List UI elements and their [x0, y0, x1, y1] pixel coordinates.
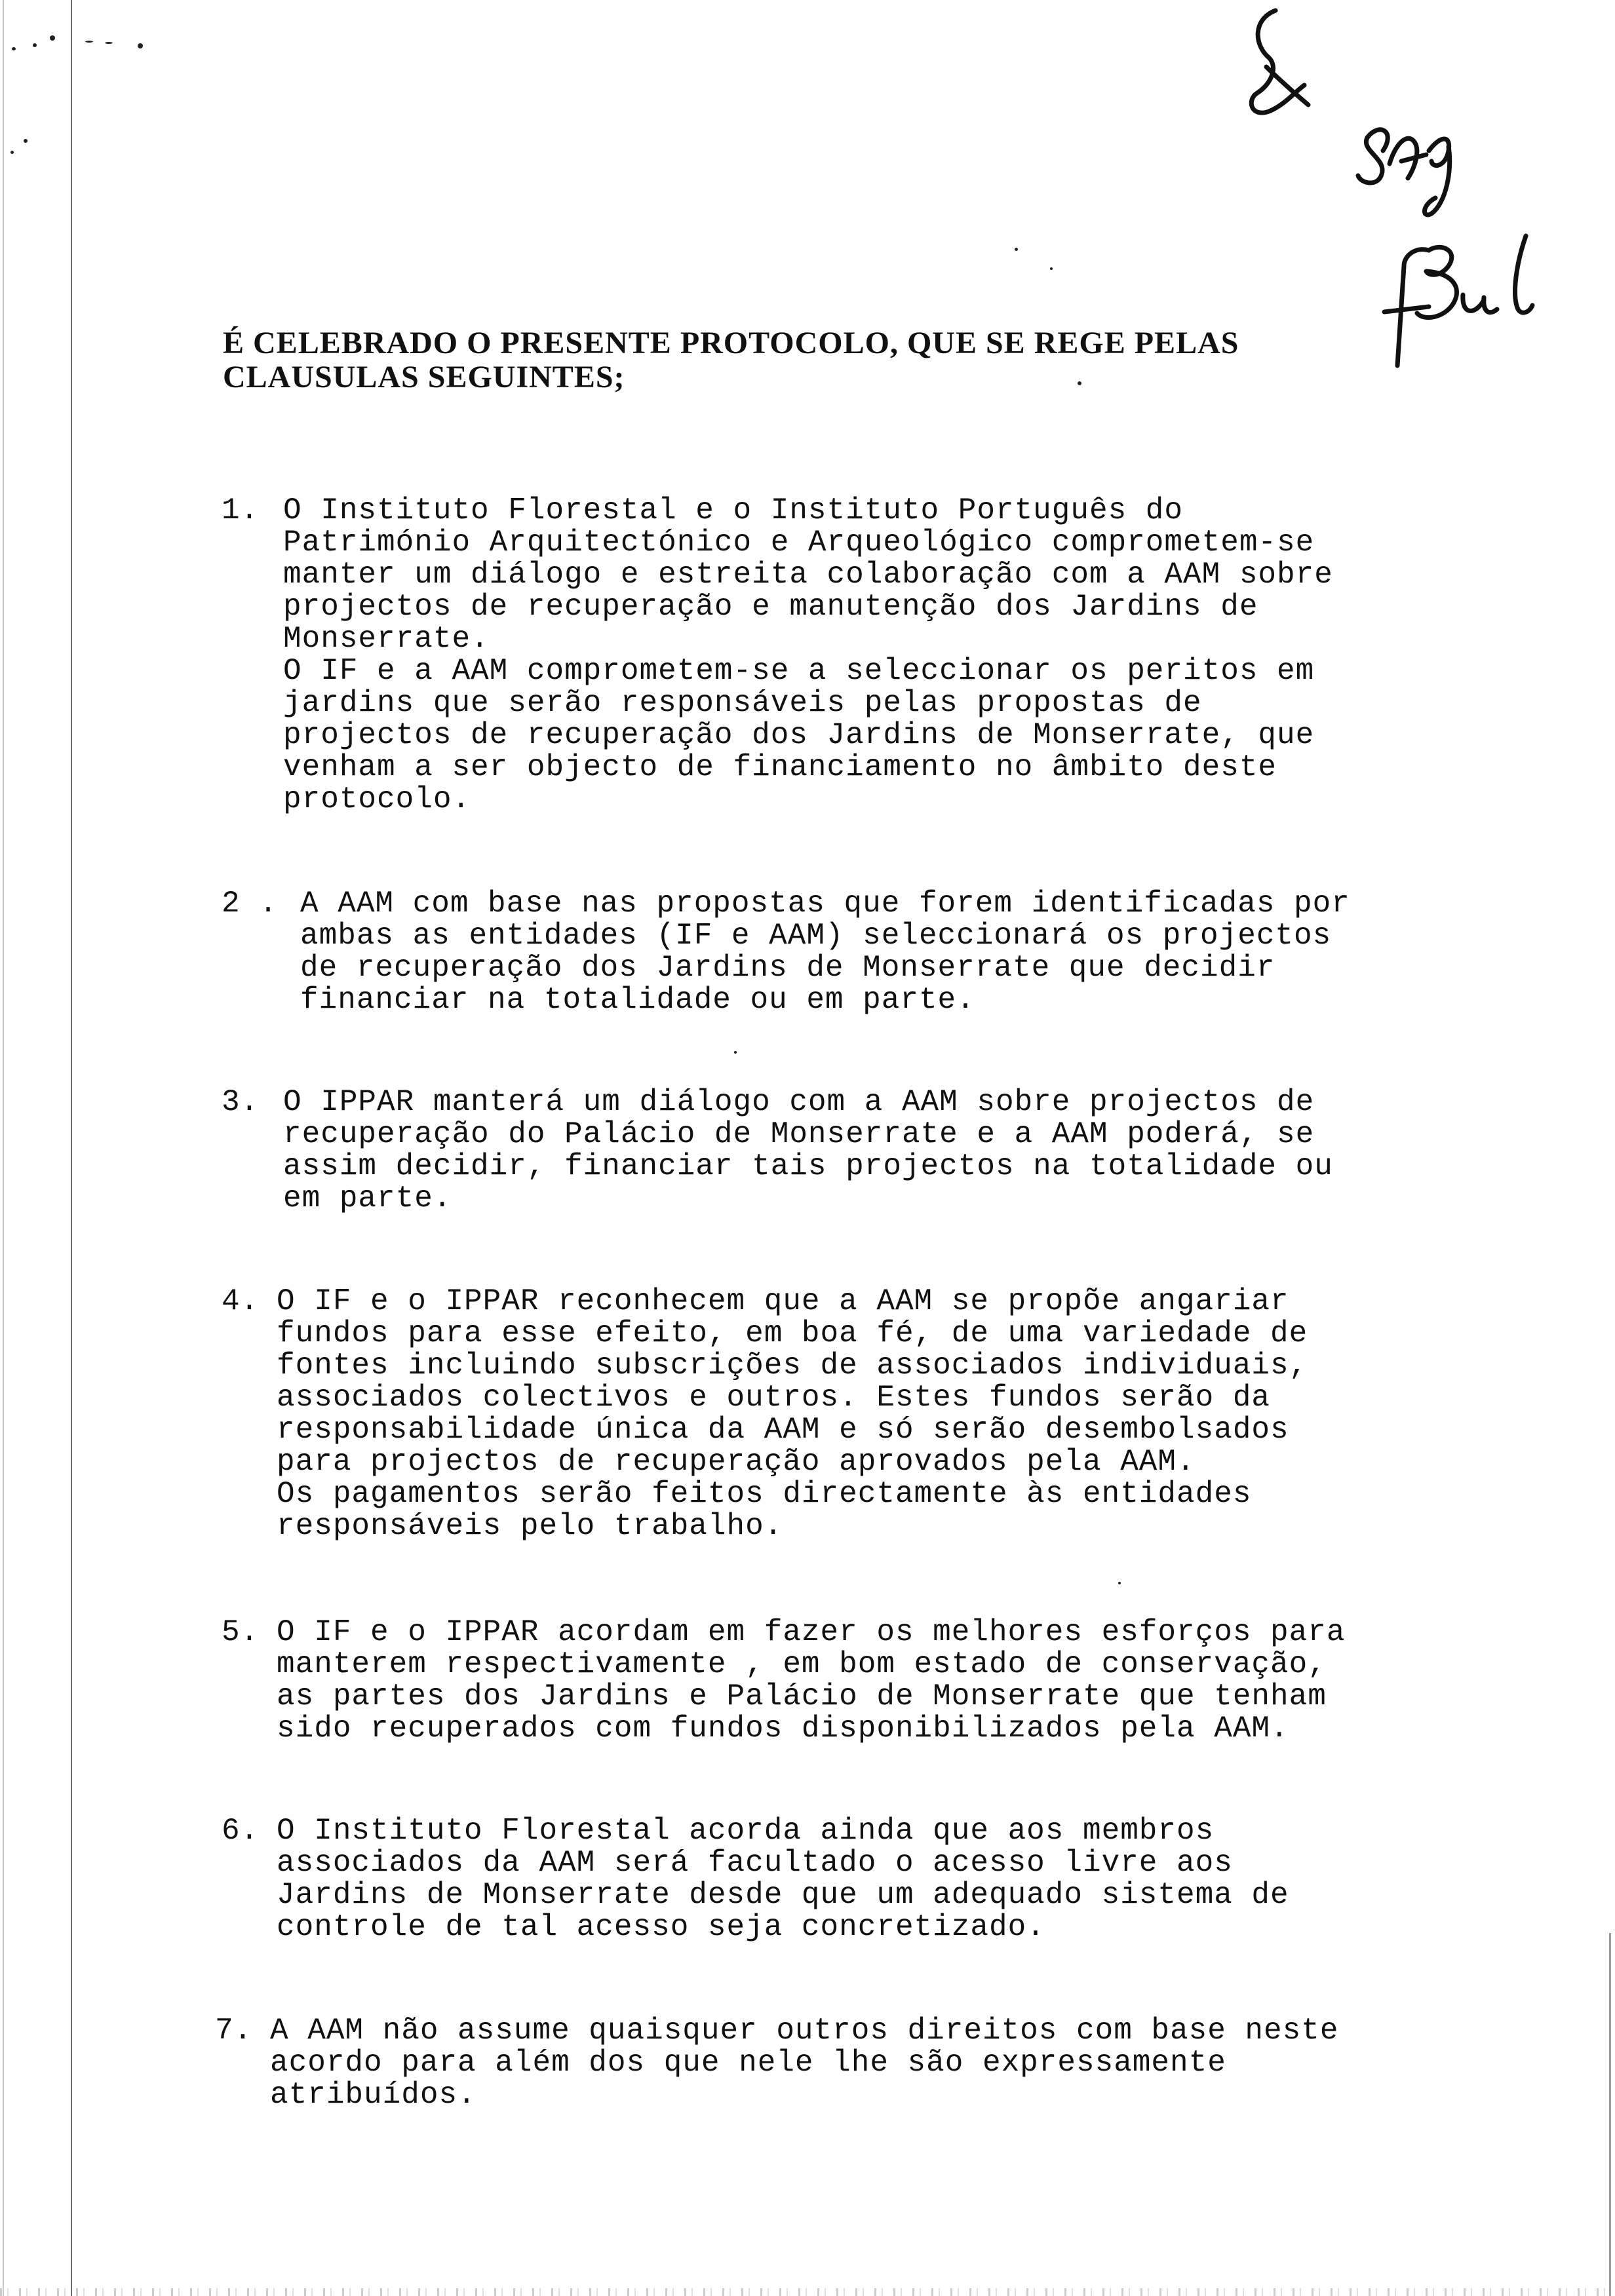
scan-speck	[50, 35, 55, 41]
clause-body	[277, 1815, 1289, 1943]
clause-line: associados da AAM será facultado o acesso livre aos	[277, 1846, 1233, 1880]
clause-4	[222, 1286, 1454, 1548]
clause-line: venham a ser objecto de financiamento no âmbito deste	[283, 750, 1277, 784]
clause-line: A AAM não assume quaisquer outros direitos com base neste	[270, 2014, 1339, 2048]
clause-line: protocolo.	[283, 782, 471, 816]
clause-line: O IPPAR manterá um diálogo com a AAM sobre projectos de	[283, 1085, 1315, 1119]
clause-body	[300, 888, 1350, 1016]
scan-speck	[12, 47, 16, 50]
clause-body	[283, 1086, 1333, 1215]
clause-line: jardins que serão responsáveis pelas propostas de	[283, 686, 1202, 720]
scan-speck	[734, 1051, 737, 1054]
clause-line: de recuperação dos Jardins de Monserrate que decidir	[300, 951, 1275, 985]
clause-line: ambas as entidades (IF e AAM) seleccionará os projectos	[300, 919, 1332, 953]
clause-number: 5.	[222, 1615, 260, 1649]
clause-7	[215, 2015, 1460, 2120]
scan-speck	[33, 43, 37, 47]
clause-1	[222, 495, 1454, 822]
scan-speck	[138, 43, 143, 48]
scan-speck	[24, 139, 28, 143]
scan-speck	[85, 41, 93, 43]
heading-line: CLAUSULAS SEGUINTES;	[223, 360, 625, 394]
clause-line: fundos para esse efeito, em boa fé, de uma variedade de	[277, 1316, 1308, 1350]
clause-line: financiar na totalidade ou em parte.	[300, 983, 975, 1017]
initial-ampersand	[1251, 10, 1308, 113]
clause-line: projectos de recuperação dos Jardins de Monserrate, que	[283, 718, 1315, 752]
clause-line: responsáveis pelo trabalho.	[277, 1509, 783, 1543]
clause-number: 4.	[222, 1284, 260, 1318]
clause-line: em parte.	[283, 1181, 452, 1215]
clause-line: controle de tal acesso seja concretizado.	[277, 1910, 1045, 1944]
clause-number: 7.	[215, 2014, 253, 2048]
clause-body	[270, 2015, 1338, 2111]
clause-line: acordo para além dos que nele lhe são expressamente	[270, 2046, 1226, 2080]
clause-number: 2 .	[222, 887, 278, 921]
clause-line: responsabilidade única da AAM e só serão desembolsados	[277, 1413, 1289, 1447]
clause-line: Monserrate.	[283, 622, 490, 656]
scan-speck	[105, 42, 113, 44]
clause-line: O IF e o IPPAR reconhecem que a AAM se propõe angariar	[277, 1284, 1289, 1318]
clause-body	[277, 1286, 1308, 1542]
initial-fbul	[1384, 236, 1532, 366]
clause-line: assim decidir, financiar tais projectos na totalidade ou	[283, 1149, 1333, 1183]
clause-line: O Instituto Florestal e o Instituto Português do	[283, 493, 1184, 527]
clause-line: para projectos de recuperação aprovados pela AAM.	[277, 1445, 1196, 1479]
clause-2	[222, 888, 1454, 1019]
handwritten-initials	[1232, 7, 1599, 373]
clause-line: O IF e o IPPAR acordam em fazer os melhores esforços para	[277, 1615, 1346, 1649]
clause-line: O IF e a AAM comprometem-se a seleccionar os peritos em	[283, 654, 1315, 688]
clause-line: Os pagamentos serão feitos directamente às entidades	[277, 1477, 1252, 1511]
clause-5	[222, 1617, 1467, 1748]
clause-3	[222, 1086, 1454, 1217]
clause-number: 6.	[222, 1814, 260, 1848]
scan-right-edge	[1609, 1933, 1611, 2296]
clause-line: recuperação do Palácio de Monserrate e a AAM poderá, se	[283, 1117, 1315, 1151]
clause-line: manter um diálogo e estreita colaboração com a AAM sobre	[283, 558, 1333, 592]
heading-line: É CELEBRADO O PRESENTE PROTOCOLO, QUE SE REGE PELAS	[223, 326, 1239, 360]
clause-body	[277, 1617, 1345, 1745]
protocol-heading	[223, 326, 1272, 394]
clause-line: Património Arquitectónico e Arqueológico comprometem-se	[283, 526, 1315, 560]
clause-number: 3.	[222, 1085, 260, 1119]
initial-sag	[1358, 130, 1450, 215]
clause-number: 1.	[222, 493, 260, 527]
clause-line: sido recuperados com fundos disponibilizados pela AAM.	[277, 1712, 1289, 1746]
scan-speck	[1118, 1582, 1121, 1584]
clause-line: O Instituto Florestal acorda ainda que aos membros	[277, 1814, 1215, 1848]
scan-noise-bottom	[0, 2288, 1615, 2296]
clause-line: A AAM com base nas propostas que forem identificadas por	[300, 887, 1350, 921]
scan-edge	[3, 0, 4, 2296]
clause-line: associados colectivos e outros. Estes fundos serão da	[277, 1381, 1271, 1415]
clause-6	[222, 1815, 1454, 1946]
scan-speck	[1050, 267, 1053, 270]
scan-speck	[1015, 248, 1018, 251]
clause-body	[283, 495, 1333, 816]
scan-speck	[10, 151, 14, 154]
clause-line: as partes dos Jardins e Palácio de Monserrate que tenham	[277, 1679, 1327, 1713]
clause-line: manterem respectivamente , em bom estado de conservação,	[277, 1647, 1327, 1681]
left-margin-rule	[71, 0, 72, 2296]
clause-line: projectos de recuperação e manutenção dos Jardins de	[283, 590, 1258, 624]
clause-line: Jardins de Monserrate desde que um adequado sistema de	[277, 1878, 1289, 1912]
clause-line: atribuídos.	[270, 2078, 477, 2112]
clause-line: fontes incluindo subscrições de associados individuais,	[277, 1349, 1308, 1383]
